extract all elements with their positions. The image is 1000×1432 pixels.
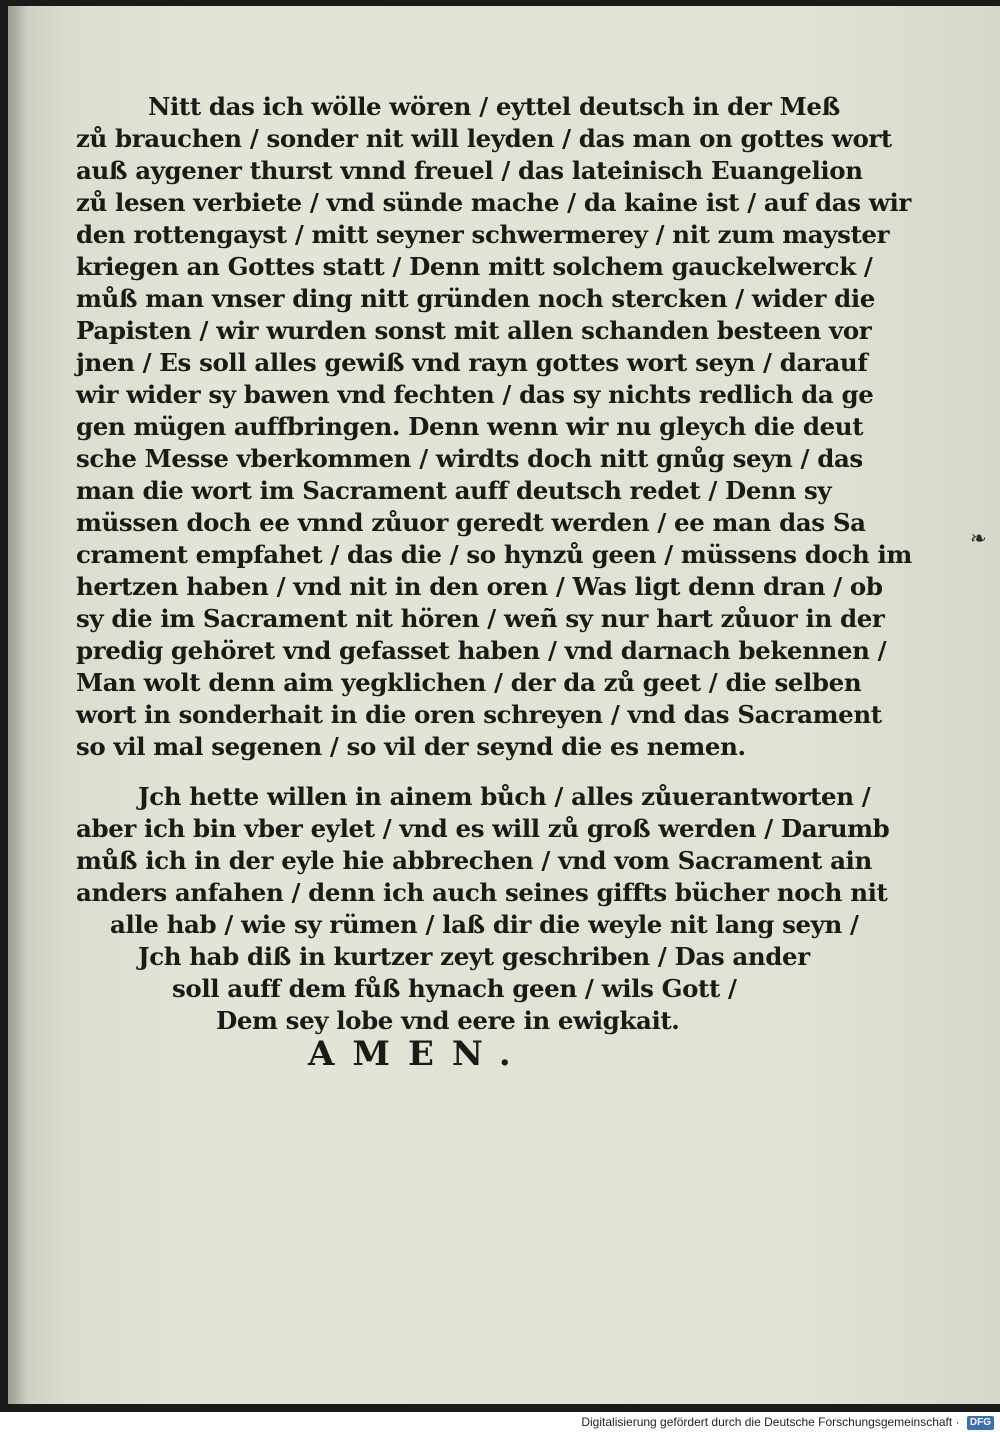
text-line: predig gehöret vnd gefasset haben / vnd darnach bekennen /	[76, 636, 887, 665]
amen-closing: AMEN.	[308, 1034, 529, 1074]
text-line: Man wolt denn aim yegklichen / der da zů geet / die selben	[76, 668, 862, 697]
footer-separator: ·	[952, 1415, 963, 1429]
text-line: Nitt das ich wölle wören / eyttel deutsch in der Meß	[148, 92, 840, 121]
book-page	[8, 6, 1000, 1404]
text-line: zů brauchen / sonder nit will leyden / das man on gottes wort	[76, 124, 892, 153]
text-line: zů lesen verbiete / vnd sünde mache / da kaine ist / auf das wir	[76, 188, 911, 217]
colophon-line: Jch hab diß in kurtzer zeyt geschriben / Das ander	[138, 942, 810, 971]
colophon-line: můß ich in der eyle hie abbrechen / vnd vom Sacrament ain	[76, 846, 872, 875]
colophon-line: aber ich bin vber eylet / vnd es will zů groß werden / Darumb	[76, 814, 890, 843]
page-gutter-shadow	[8, 6, 28, 1404]
margin-mark-icon: ❧	[970, 526, 987, 550]
text-line: so vil mal segenen / so vil der seynd die es nemen.	[76, 732, 746, 761]
text-line: jnen / Es soll alles gewiß vnd rayn gottes wort seyn / darauf	[76, 348, 868, 377]
text-line: gen mügen auffbringen. Denn wenn wir nu gleych die deut	[76, 412, 864, 441]
text-line: wir wider sy bawen vnd fechten / das sy nichts redlich da ge	[76, 380, 874, 409]
text-line: auß aygener thurst vnnd freuel / das lateinisch Euangelion	[76, 156, 863, 185]
text-line: crament empfahet / das die / so hynzů geen / müssens doch im	[76, 540, 912, 569]
text-line: sy die im Sacrament nit hören / weñ sy nur hart zůuor in der	[76, 604, 885, 633]
text-line: Papisten / wir wurden sonst mit allen schanden besteen vor	[76, 316, 872, 345]
colophon-line: alle hab / wie sy rümen / laß dir die weyle nit lang seyn /	[110, 910, 859, 939]
footer-credit: Digitalisierung gefördert durch die Deutsche Forschungsgemeinschaft	[581, 1415, 953, 1429]
text-line: hertzen haben / vnd nit in den oren / Was ligt denn dran / ob	[76, 572, 883, 601]
colophon-line: Dem sey lobe vnd eere in ewigkait.	[216, 1006, 680, 1035]
text-line: den rottengayst / mitt seyner schwermerey / nit zum mayster	[76, 220, 890, 249]
text-line: man die wort im Sacrament auff deutsch redet / Denn sy	[76, 476, 832, 505]
colophon-line: Jch hette willen in ainem bůch / alles zůuerantworten /	[138, 782, 871, 811]
text-line: müssen doch ee vnnd zůuor geredt werden / ee man das Sa	[76, 508, 866, 537]
text-line: wort in sonderhait in die oren schreyen / vnd das Sacrament	[76, 700, 882, 729]
text-line: můß man vnser ding nitt gründen noch stercken / wider die	[76, 284, 875, 313]
dfg-logo-icon: DFG	[967, 1416, 994, 1430]
colophon-line: soll auff dem fůß hynach geen / wils Gott /	[172, 974, 737, 1003]
text-line: sche Messe vberkommen / wirdts doch nitt gnůg seyn / das	[76, 444, 863, 473]
text-line: kriegen an Gottes statt / Denn mitt solchem gauckelwerck /	[76, 252, 873, 281]
footer	[581, 1413, 994, 1431]
colophon-line: anders anfahen / denn ich auch seines giffts bücher noch nit	[76, 878, 888, 907]
